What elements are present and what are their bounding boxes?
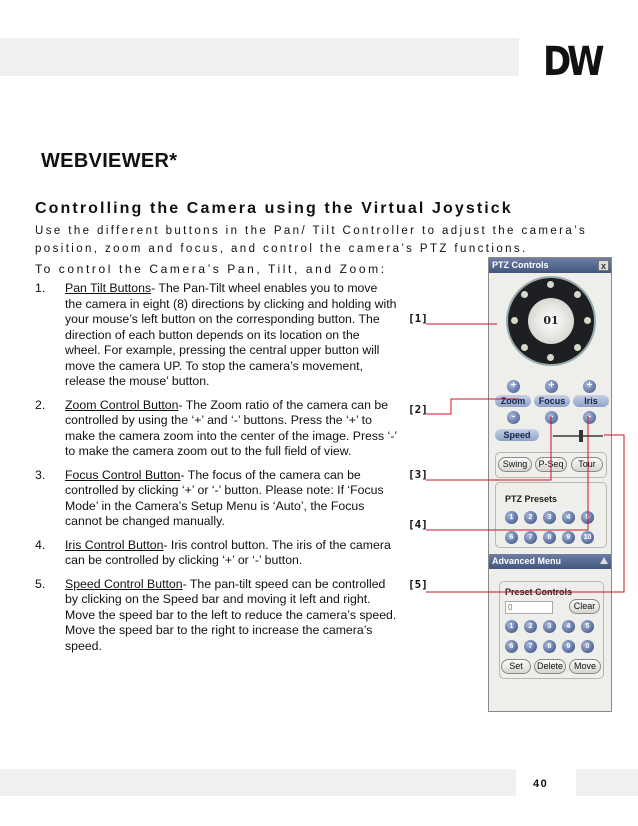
focus-label: Focus bbox=[534, 395, 570, 407]
number-button[interactable]: 4 bbox=[562, 620, 575, 633]
iris-minus-button[interactable]: - bbox=[583, 411, 596, 424]
close-icon[interactable]: x bbox=[598, 260, 609, 271]
speed-label: Speed bbox=[495, 429, 539, 441]
preset-controls-label: Preset Controls bbox=[505, 587, 573, 597]
item-term: Pan Tilt Buttons bbox=[65, 281, 152, 295]
preset-button[interactable]: 2 bbox=[524, 511, 537, 524]
callout-2: [2] bbox=[408, 403, 428, 416]
tour-button[interactable]: Tour bbox=[571, 457, 603, 472]
iris-label: Iris bbox=[573, 395, 609, 407]
page-number: 40 bbox=[533, 778, 549, 790]
callout-1: [1] bbox=[408, 312, 428, 325]
number-button[interactable]: 2 bbox=[524, 620, 537, 633]
item-term: Focus Control Button bbox=[65, 467, 181, 482]
ptz-presets-label: PTZ Presets bbox=[505, 494, 558, 504]
section-title: WEBVIEWER* bbox=[41, 150, 178, 172]
callout-5: [5] bbox=[408, 578, 428, 591]
number-button[interactable]: 5 bbox=[581, 620, 594, 633]
focus-minus-button[interactable]: - bbox=[545, 411, 558, 424]
number-button[interactable]: 8 bbox=[543, 640, 556, 653]
preset-button[interactable]: 5 bbox=[581, 511, 594, 524]
preset-button[interactable]: 9 bbox=[562, 531, 575, 544]
subheading: To control the Camera’s Pan, Tilt, and Zoom: bbox=[35, 262, 387, 276]
preset-button[interactable]: 3 bbox=[543, 511, 556, 524]
delete-button[interactable]: Delete bbox=[534, 659, 566, 674]
number-button[interactable]: 1 bbox=[505, 620, 518, 633]
set-button[interactable]: Set bbox=[501, 659, 531, 674]
preset-button[interactable]: 1 bbox=[505, 511, 518, 524]
number-button[interactable]: 7 bbox=[524, 640, 537, 653]
zoom-label: Zoom bbox=[495, 395, 531, 407]
preset-button[interactable]: 10 bbox=[581, 531, 594, 544]
item-text: - The pan-tilt speed can be controlled by clicking on the Speed bar and moving it left and right. Move the speed bar to the left to reduce the camera’s speed. Move the speed bar to the right to increase the camera’s speed. bbox=[65, 576, 397, 653]
callout-line-2 bbox=[426, 399, 519, 414]
advanced-title: Advanced Menu bbox=[492, 556, 562, 566]
item-term: Speed Control Button bbox=[65, 576, 183, 591]
clear-button[interactable]: Clear bbox=[569, 599, 600, 614]
pseq-button[interactable]: P-Seq bbox=[535, 457, 567, 472]
item-term: Zoom Control Button bbox=[65, 397, 179, 412]
callout-line-5 bbox=[426, 435, 624, 592]
focus-plus-button[interactable]: + bbox=[545, 380, 558, 393]
zoom-plus-button[interactable]: + bbox=[507, 380, 520, 393]
move-button[interactable]: Move bbox=[569, 659, 601, 674]
preset-button[interactable]: 7 bbox=[524, 531, 537, 544]
item-number: 3. bbox=[35, 467, 46, 482]
callout-line-4 bbox=[426, 416, 588, 530]
callout-line-3 bbox=[426, 416, 551, 480]
item-term: Iris Control Button bbox=[65, 537, 164, 552]
intro-paragraph: Use the different buttons in the Pan/ Tilt Controller to adjust the camera’s position, zoom and focus, and control the camera’s PTZ functions. bbox=[35, 225, 588, 255]
number-button[interactable]: 3 bbox=[543, 620, 556, 633]
zoom-minus-button[interactable]: - bbox=[507, 411, 520, 424]
item-number: 1. bbox=[35, 281, 46, 295]
callout-4: [4] bbox=[408, 518, 428, 531]
item-text: - The Pan-Tilt wheel enables you to move the camera in eight (8) directions by clicking and holding with your mouse’s left button on the corresponding button. The direction of each button depends on its location on the wheel. For example, pressing the central upper button will move the camera UP. To stop the camera’s movement, release the mouse’ button. bbox=[65, 281, 397, 388]
number-button[interactable]: 6 bbox=[505, 640, 518, 653]
preset-button[interactable]: 6 bbox=[505, 531, 518, 544]
callout-3: [3] bbox=[408, 468, 428, 481]
dw-logo: DW bbox=[543, 39, 601, 85]
wheel-hub: 01 bbox=[528, 298, 574, 344]
item-number: 5. bbox=[35, 576, 46, 591]
number-button[interactable]: 9 bbox=[562, 640, 575, 653]
item-number: 4. bbox=[35, 537, 46, 552]
item-number: 2. bbox=[35, 397, 46, 412]
ptz-title: PTZ Controls bbox=[492, 260, 549, 270]
swing-button[interactable]: Swing bbox=[498, 457, 532, 472]
item-text: - Iris control button. The iris of the camera can be controlled by clicking ‘+’ or ‘-’ button. bbox=[65, 537, 391, 567]
item-text: - The focus of the camera can be controlled by clicking ‘+’ or ‘-’ button. Please note: If ‘Focus Mode’ in the Camera’s Setup Menu is ‘Auto’, the Focus cannot be changed manually. bbox=[65, 467, 384, 528]
number-button[interactable]: 0 bbox=[581, 640, 594, 653]
page-heading: Controlling the Camera using the Virtual Joystick bbox=[35, 200, 513, 217]
item-text: - The Zoom ratio of the camera can be controlled by using the ‘+’ and ‘-’ buttons. Press the ‘+’ to make the camera zoom into the center of the image. Press ‘-’ to make the camera zoom out to the full field of view. bbox=[65, 397, 397, 458]
preset-button[interactable]: 4 bbox=[562, 511, 575, 524]
iris-plus-button[interactable]: + bbox=[583, 380, 596, 393]
preset-button[interactable]: 8 bbox=[543, 531, 556, 544]
